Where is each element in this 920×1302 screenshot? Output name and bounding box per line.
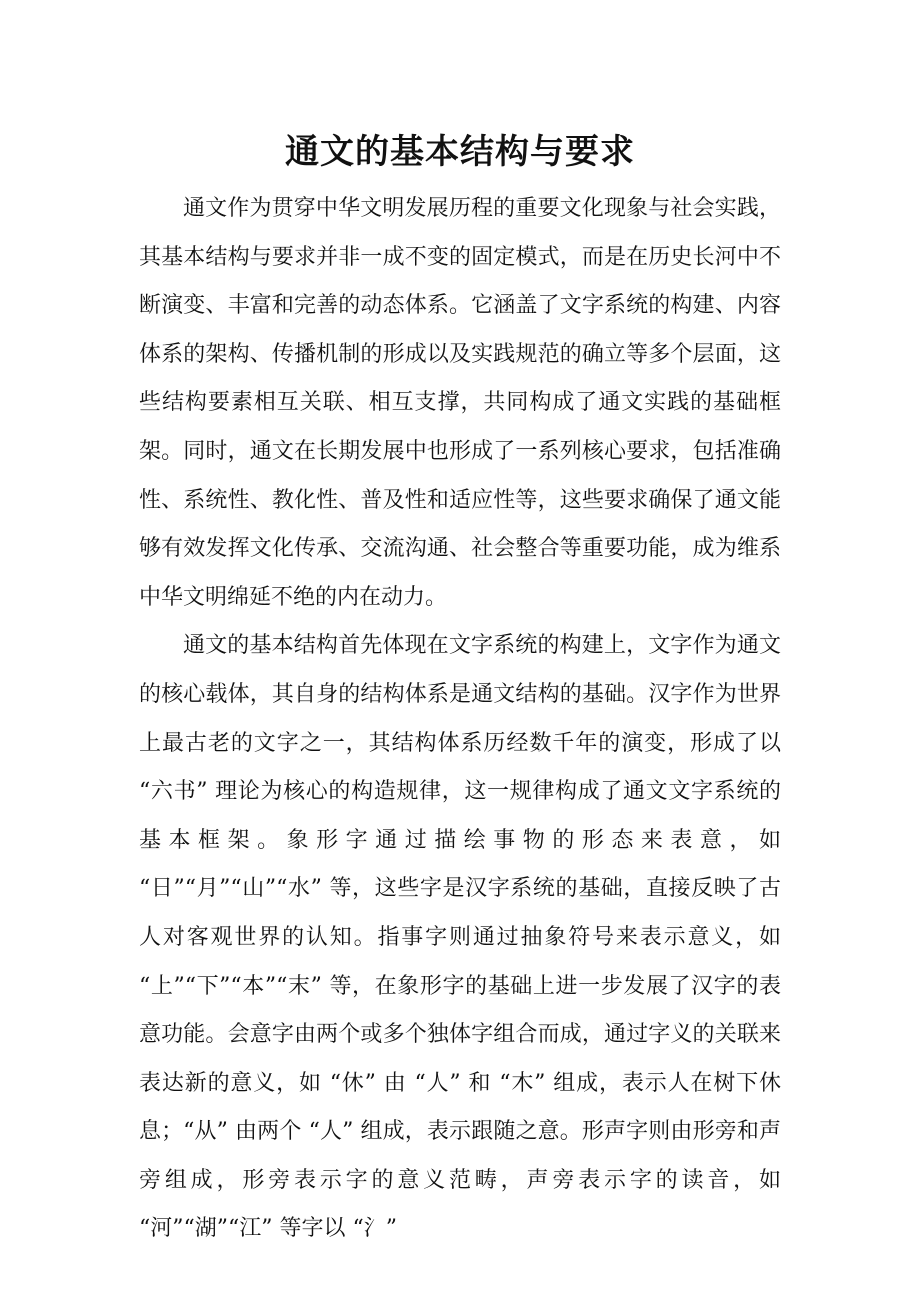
paragraph-1: 通文作为贯穿中华文明发展历程的重要文化现象与社会实践，其基本结构与要求并非一成不变的固定模式，而是在历史长河中不断演变、丰富和完善的动态体系。它涵盖了文字系统的构建、内容体系的架构、传播机制的形成以及实践规范的确立等多个层面，这些结构要素相互关联、相互支撑，共同构成了通文实践的基础框架。同时，通文在长期发展中也形成了一系列核心要求，包括准确性、系统性、教化性、普及性和适应性等，这些要求确保了通文能够有效发挥文化传承、交流沟通、社会整合等重要功能，成为维系中华文明绵延不绝的内在动力。 xyxy=(139,196,781,610)
document-body xyxy=(139,185,781,1254)
document-title: 通文的基本结构与要求 xyxy=(285,132,635,172)
paragraph-2: 通文的基本结构首先体现在文字系统的构建上，文字作为通文的核心载体，其自身的结构体系是通文结构的基础。汉字作为世界上最古老的文字之一，其结构体系历经数千年的演变，形成了以 “六书” 理论为核心的构造规律，这一规律构成了通文文字系统的基本框架。象形字通过描绘事物的形态来表意，如 “日”“月”“山”“水” 等，这些字是汉字系统的基础，直接反映了古人对客观世界的认知。指事字则通过抽象符号来表示意义，如 “上”“下”“本”“末” 等，在象形字的基础上进一步发展了汉字的表意功能。会意字由两个或多个独体字组合而成，通过字义的关联来表达新的意义，如 “休” 由 “人” 和 “木” 组成，表示人在树下休息；“从” 由两个 “人” 组成，表示跟随之意。形声字则由形旁和声旁组成，形旁表示字的意义范畴，声旁表示字的读音，如 “河”“湖”“江” 等字以 “氵” xyxy=(139,633,781,1242)
